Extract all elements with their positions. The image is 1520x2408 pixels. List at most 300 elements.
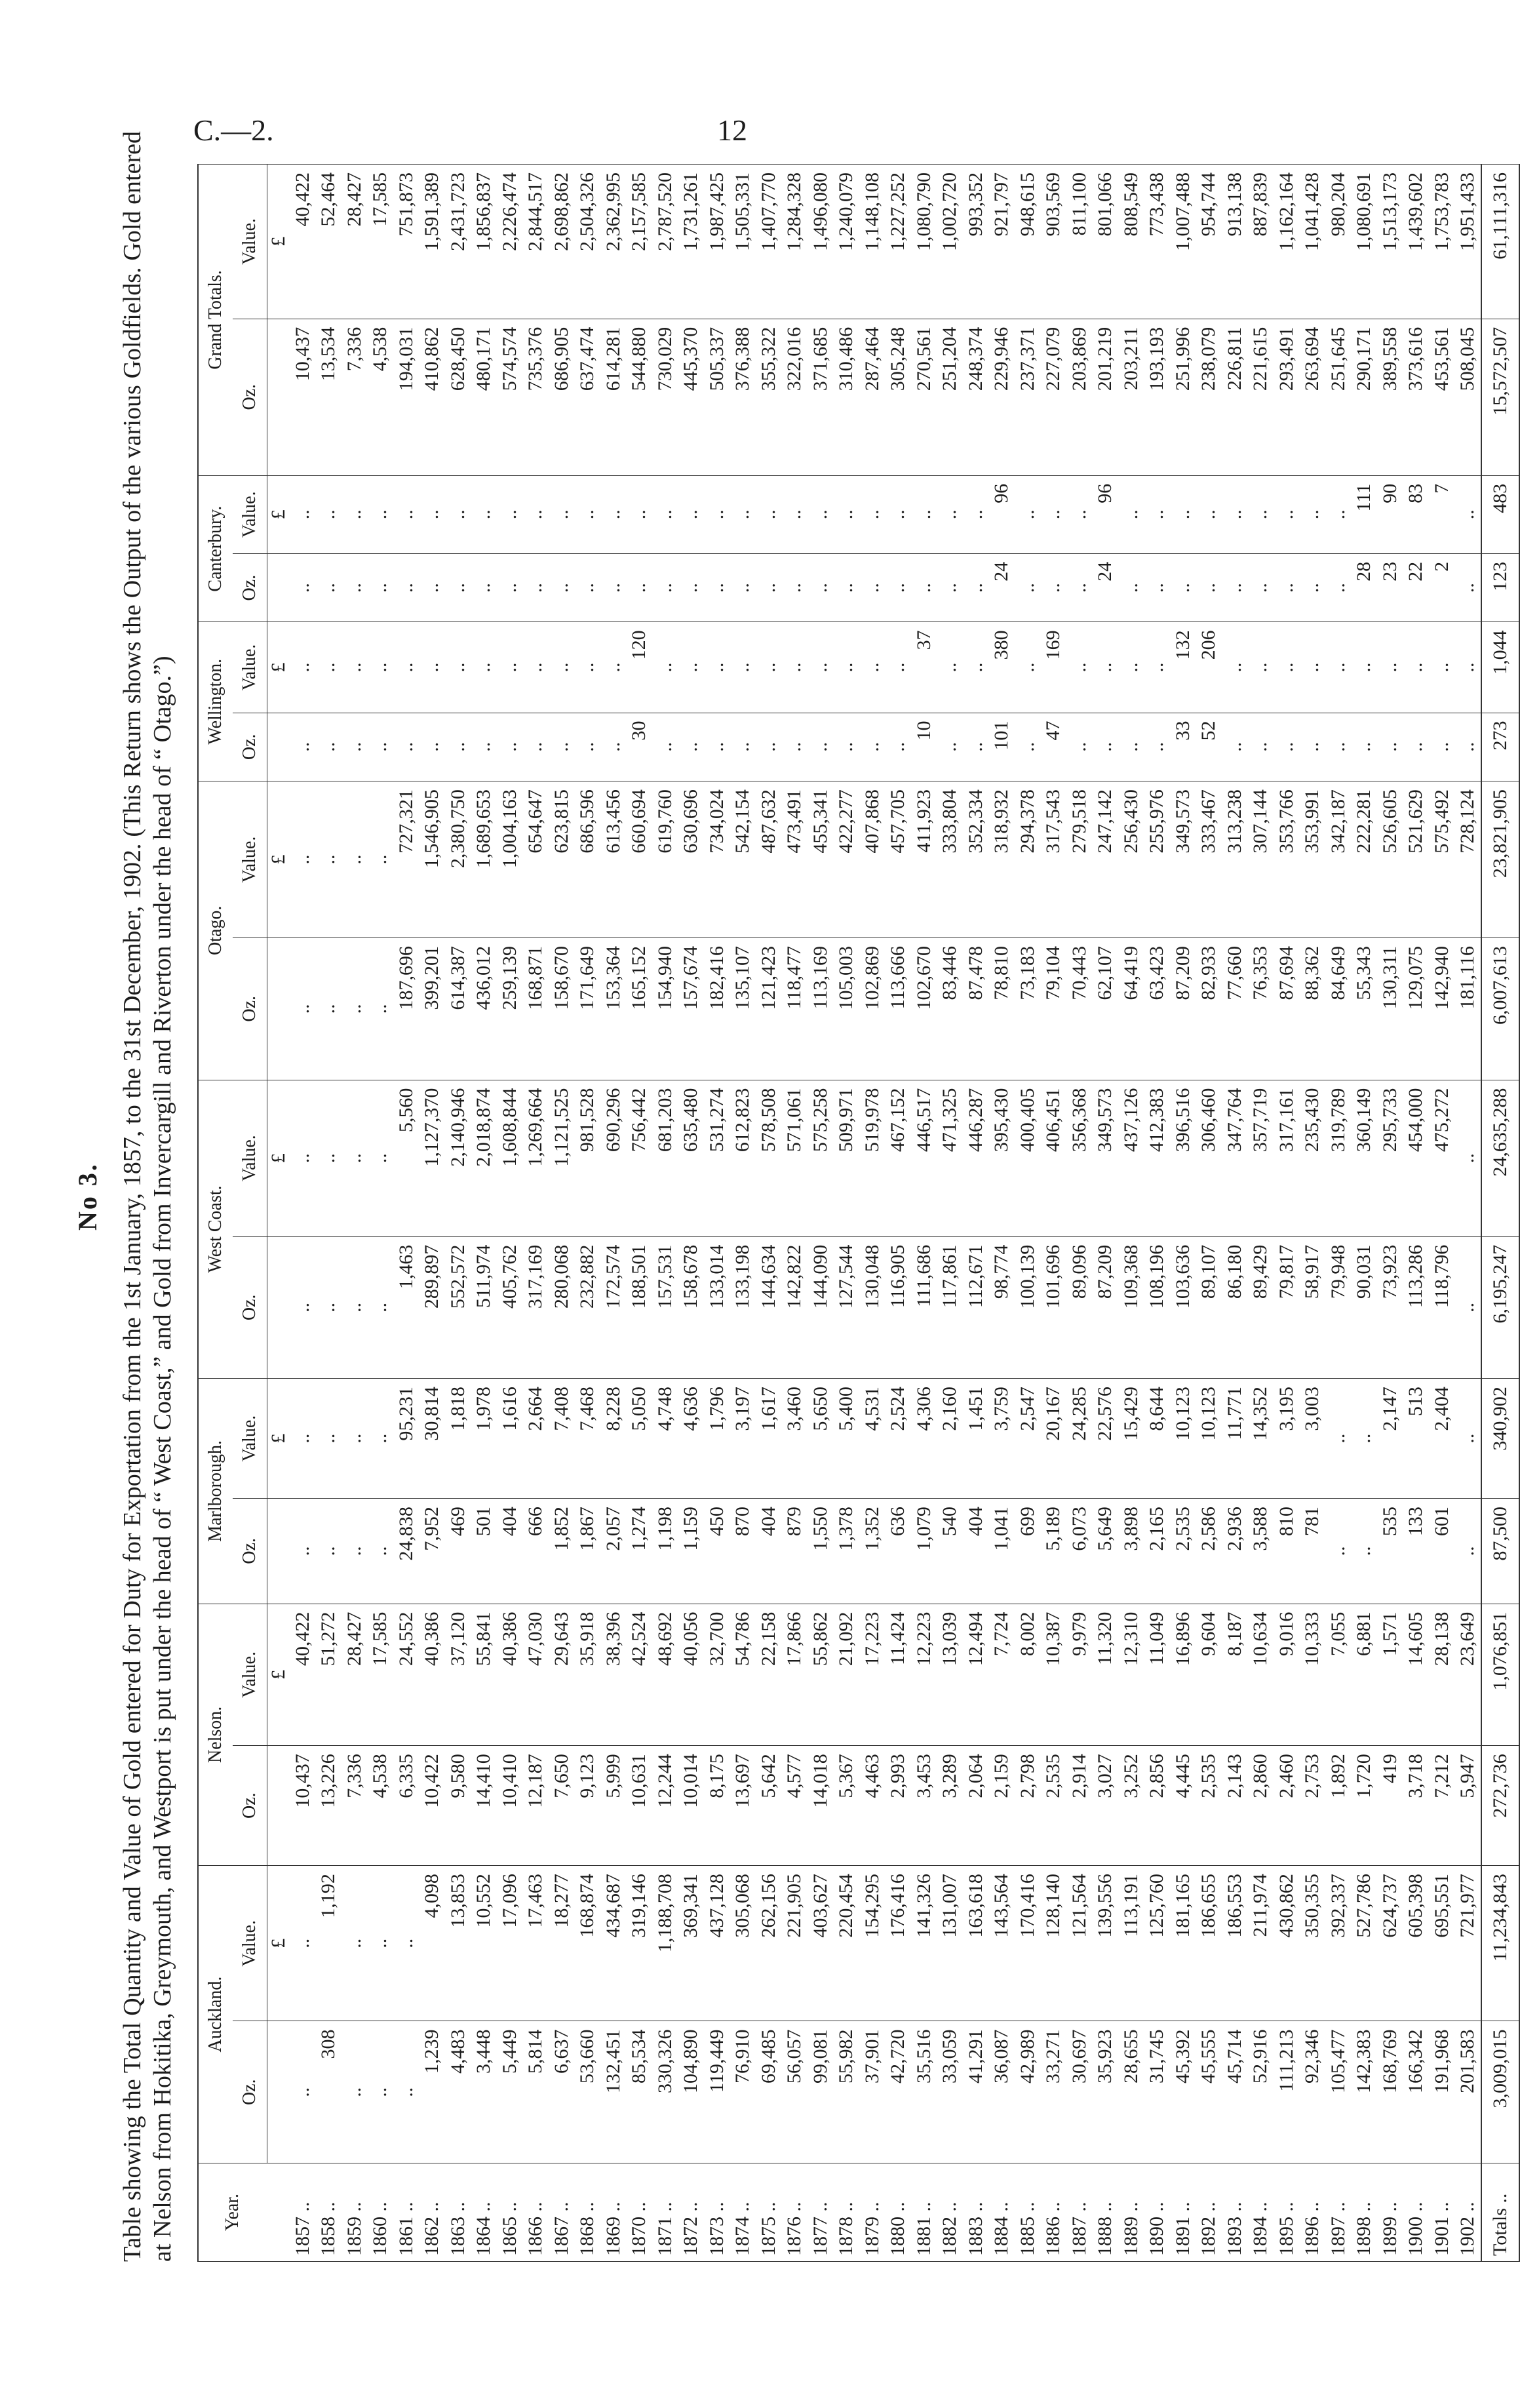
oz-cell: 4,538 <box>368 319 394 475</box>
oz-cell: 1,274 <box>627 1499 653 1604</box>
oz-cell: 168,769 <box>1377 2021 1403 2163</box>
table-row <box>989 165 1015 2262</box>
value-cell: .. <box>886 475 912 553</box>
value-cell: 14,605 <box>1403 1604 1430 1746</box>
year-cell: 1901 .. <box>1429 2163 1455 2262</box>
oz-cell: 237,371 <box>1015 319 1041 475</box>
oz-cell: 419 <box>1377 1746 1403 1866</box>
oz-cell: 248,374 <box>963 319 989 475</box>
value-cell: .. <box>368 1080 394 1236</box>
value-cell: 1,513,173 <box>1377 165 1403 319</box>
total-cell: 483 <box>1481 475 1519 553</box>
oz-cell: .. <box>316 1236 342 1379</box>
value-cell: 473,491 <box>782 781 808 938</box>
value-cell: .. <box>575 622 601 713</box>
value-cell: 319,146 <box>627 1866 653 2021</box>
oz-cell: .. <box>290 938 316 1080</box>
oz-cell: 37,901 <box>859 2021 886 2163</box>
oz-cell: .. <box>1196 553 1222 622</box>
value-cell: 369,341 <box>678 1866 705 2021</box>
oz-cell: 118,796 <box>1429 1236 1455 1379</box>
oz-cell: 105,477 <box>1325 2021 1352 2163</box>
value-cell: 48,692 <box>652 1604 678 1746</box>
oz-cell: .. <box>1377 713 1403 781</box>
value-cell: 1,951,433 <box>1455 165 1482 319</box>
value-cell: .. <box>549 622 575 713</box>
value-cell: .. <box>756 475 782 553</box>
value-cell: 2,226,474 <box>497 165 523 319</box>
oz-cell: 64,419 <box>1118 938 1144 1080</box>
oz-cell: 6,073 <box>1066 1499 1093 1604</box>
oz-cell: .. <box>1222 553 1248 622</box>
year-cell: 1902 .. <box>1455 2163 1482 2262</box>
value-cell: 2,380,750 <box>445 781 471 938</box>
value-cell: 42,524 <box>627 1604 653 1746</box>
oz-cell: 450 <box>704 1499 730 1604</box>
year-cell: 1872 .. <box>678 2163 705 2262</box>
value-cell: 1,616 <box>497 1379 523 1499</box>
oz-cell: 1,463 <box>393 1236 419 1379</box>
oz-cell: .. <box>859 713 886 781</box>
value-cell: .. <box>834 475 860 553</box>
value-cell: 247,142 <box>1093 781 1119 938</box>
oz-cell: .. <box>886 713 912 781</box>
currency-symbol: £ <box>267 165 290 319</box>
table-row <box>316 165 342 2262</box>
year-cell: 1870 .. <box>627 2163 653 2262</box>
value-cell: 7,055 <box>1325 1604 1352 1746</box>
oz-cell: .. <box>1041 553 1067 622</box>
year-cell: 1874 .. <box>730 2163 756 2262</box>
oz-cell: .. <box>575 713 601 781</box>
group-header-row <box>198 165 233 2262</box>
value-cell: 54,786 <box>730 1604 756 1746</box>
value-cell: 623,815 <box>549 781 575 938</box>
oz-header: Oz. <box>233 1499 267 1604</box>
year-cell: 1863 .. <box>445 2163 471 2262</box>
oz-cell: 2,143 <box>1222 1746 1248 1866</box>
oz-cell: 135,107 <box>730 938 756 1080</box>
oz-cell: 171,649 <box>575 938 601 1080</box>
oz-cell: .. <box>652 713 678 781</box>
oz-cell: 781 <box>1300 1499 1326 1604</box>
value-cell: 2,018,874 <box>471 1080 497 1236</box>
value-cell: .. <box>834 622 860 713</box>
oz-cell: 238,079 <box>1196 319 1222 475</box>
oz-cell: 99,081 <box>808 2021 834 2163</box>
oz-cell: 552,572 <box>445 1236 471 1379</box>
oz-cell: 330,326 <box>652 2021 678 2163</box>
value-cell: 575,258 <box>808 1080 834 1236</box>
value-cell: 1,227,252 <box>886 165 912 319</box>
currency-symbol: £ <box>267 475 290 553</box>
table-row <box>575 165 601 2262</box>
oz-cell: 42,989 <box>1015 2021 1041 2163</box>
value-cell: .. <box>575 475 601 553</box>
value-cell: 37,120 <box>445 1604 471 1746</box>
value-cell: 1,162,164 <box>1274 165 1300 319</box>
oz-cell: .. <box>445 553 471 622</box>
currency-spacer <box>267 1746 290 1866</box>
value-cell: .. <box>937 475 964 553</box>
currency-symbol: £ <box>267 781 290 938</box>
value-cell: 96 <box>1093 475 1119 553</box>
oz-cell: .. <box>316 938 342 1080</box>
oz-cell: 1,159 <box>678 1499 705 1604</box>
value-cell: 1,796 <box>704 1379 730 1499</box>
value-cell: .. <box>1041 475 1067 553</box>
oz-cell: .. <box>937 553 964 622</box>
oz-cell: 280,068 <box>549 1236 575 1379</box>
oz-cell: 505,337 <box>704 319 730 475</box>
table-number: No 3. <box>73 1162 102 1231</box>
oz-cell: 7,212 <box>1429 1746 1455 1866</box>
oz-cell: 119,449 <box>704 2021 730 2163</box>
value-cell: 10,634 <box>1248 1604 1274 1746</box>
value-cell: 170,416 <box>1015 1866 1041 2021</box>
oz-cell: 12,187 <box>523 1746 549 1866</box>
value-cell: .. <box>963 475 989 553</box>
year-cell: 1885 .. <box>1015 2163 1041 2262</box>
value-cell: 727,321 <box>393 781 419 938</box>
group-header-west-coast: West Coast. <box>198 1080 233 1379</box>
value-cell: 521,629 <box>1403 781 1430 938</box>
value-cell: 15,429 <box>1118 1379 1144 1499</box>
value-cell: 333,467 <box>1196 781 1222 938</box>
oz-cell: 182,416 <box>704 938 730 1080</box>
value-cell: .. <box>1455 1379 1482 1499</box>
value-cell: .. <box>341 781 368 938</box>
oz-cell: 511,974 <box>471 1236 497 1379</box>
value-cell: 471,325 <box>937 1080 964 1236</box>
oz-cell: .. <box>808 553 834 622</box>
value-cell: 143,564 <box>989 1866 1015 2021</box>
value-cell: 654,647 <box>523 781 549 938</box>
oz-cell: 10,410 <box>497 1746 523 1866</box>
oz-cell: .. <box>1455 1499 1482 1604</box>
year-cell: 1895 .. <box>1274 2163 1300 2262</box>
oz-cell: .. <box>1325 1499 1352 1604</box>
oz-cell: 36,087 <box>989 2021 1015 2163</box>
value-cell: 624,737 <box>1377 1866 1403 2021</box>
value-cell: 519,978 <box>859 1080 886 1236</box>
oz-cell: 77,660 <box>1222 938 1248 1080</box>
value-cell: 403,627 <box>808 1866 834 2021</box>
value-cell: 307,144 <box>1248 781 1274 938</box>
value-cell: 12,494 <box>963 1604 989 1746</box>
value-cell: 51,272 <box>316 1604 342 1746</box>
value-cell: .. <box>1015 475 1041 553</box>
oz-cell: .. <box>368 2021 394 2163</box>
oz-cell: 308 <box>316 2021 342 2163</box>
value-cell: .. <box>1455 1080 1482 1236</box>
oz-cell: 45,714 <box>1222 2021 1248 2163</box>
value-cell: 342,187 <box>1325 781 1352 938</box>
oz-cell: 2,057 <box>600 1499 627 1604</box>
year-cell: 1883 .. <box>963 2163 989 2262</box>
value-cell: .. <box>316 622 342 713</box>
total-cell: 340,902 <box>1481 1379 1519 1499</box>
oz-cell: 33,059 <box>937 2021 964 2163</box>
value-cell: .. <box>808 622 834 713</box>
table-row <box>678 165 705 2262</box>
value-cell: .. <box>341 475 368 553</box>
table-row <box>704 165 730 2262</box>
value-cell: .. <box>859 622 886 713</box>
value-cell: .. <box>1325 622 1352 713</box>
year-cell: 1865 .. <box>497 2163 523 2262</box>
value-cell: 635,480 <box>678 1080 705 1236</box>
value-cell: 125,760 <box>1144 1866 1171 2021</box>
oz-cell: .. <box>937 713 964 781</box>
oz-cell: 5,814 <box>523 2021 549 2163</box>
value-cell: 11,424 <box>886 1604 912 1746</box>
table-row <box>730 165 756 2262</box>
value-cell: 28,427 <box>341 165 368 319</box>
value-cell: 2,524 <box>886 1379 912 1499</box>
oz-cell: .. <box>1455 553 1482 622</box>
value-cell: 40,056 <box>678 1604 705 1746</box>
value-cell: .. <box>368 781 394 938</box>
oz-cell: 310,486 <box>834 319 860 475</box>
oz-cell: 121,423 <box>756 938 782 1080</box>
oz-cell: 735,376 <box>523 319 549 475</box>
value-cell: 16,896 <box>1170 1604 1196 1746</box>
value-cell: .. <box>1274 622 1300 713</box>
oz-cell: 89,096 <box>1066 1236 1093 1379</box>
table-row <box>1325 165 1352 2262</box>
value-cell: 2,504,326 <box>575 165 601 319</box>
oz-cell: .. <box>859 553 886 622</box>
oz-cell: 251,996 <box>1170 319 1196 475</box>
oz-cell: 30 <box>627 713 653 781</box>
oz-cell: .. <box>368 1236 394 1379</box>
value-cell: 5,650 <box>808 1379 834 1499</box>
oz-cell: 870 <box>730 1499 756 1604</box>
oz-cell: 5,367 <box>834 1746 860 1866</box>
value-cell: 380 <box>989 622 1015 713</box>
value-cell: 10,552 <box>471 1866 497 2021</box>
value-cell: 1,284,328 <box>782 165 808 319</box>
oz-cell: 69,485 <box>756 2021 782 2163</box>
table-row <box>497 165 523 2262</box>
currency-spacer <box>267 319 290 475</box>
value-cell: 168,874 <box>575 1866 601 2021</box>
value-cell: 980,204 <box>1325 165 1352 319</box>
oz-cell: 2,856 <box>1144 1746 1171 1866</box>
value-cell: 4,531 <box>859 1379 886 1499</box>
table-row <box>341 165 368 2262</box>
year-cell: 1867 .. <box>549 2163 575 2262</box>
table-row <box>1429 165 1455 2262</box>
currency-symbol: £ <box>267 622 290 713</box>
value-cell: 8,644 <box>1144 1379 1171 1499</box>
currency-spacer <box>267 2163 290 2262</box>
oz-cell: 56,057 <box>782 2021 808 2163</box>
year-header: Year. <box>198 2163 267 2262</box>
value-cell: 513 <box>1403 1379 1430 1499</box>
oz-cell: 28,655 <box>1118 2021 1144 2163</box>
value-cell: 434,687 <box>600 1866 627 2021</box>
oz-cell: .. <box>1300 553 1326 622</box>
oz-header: Oz. <box>233 553 267 622</box>
value-cell: 475,272 <box>1429 1080 1455 1236</box>
oz-cell: .. <box>497 553 523 622</box>
oz-cell: .. <box>1118 553 1144 622</box>
oz-cell: 7,952 <box>419 1499 446 1604</box>
value-cell: 17,463 <box>523 1866 549 2021</box>
oz-cell: 7,336 <box>341 1746 368 1866</box>
oz-cell: .. <box>1248 553 1274 622</box>
table-row <box>368 165 394 2262</box>
value-cell: 903,569 <box>1041 165 1067 319</box>
value-cell: 121,564 <box>1066 1866 1093 2021</box>
oz-cell: .. <box>756 713 782 781</box>
oz-cell: 270,561 <box>911 319 937 475</box>
oz-cell: .. <box>1352 713 1378 781</box>
value-cell: 948,615 <box>1015 165 1041 319</box>
year-cell: 1889 .. <box>1118 2163 1144 2262</box>
value-cell: 9,979 <box>1066 1604 1093 1746</box>
oz-cell: .. <box>808 713 834 781</box>
value-cell: 318,932 <box>989 781 1015 938</box>
table-row <box>911 165 937 2262</box>
oz-cell: .. <box>445 713 471 781</box>
table-row <box>859 165 886 2262</box>
value-cell: 55,862 <box>808 1604 834 1746</box>
oz-cell: .. <box>834 553 860 622</box>
oz-cell: .. <box>1222 713 1248 781</box>
value-cell: 52,464 <box>316 165 342 319</box>
oz-cell: 3,027 <box>1093 1746 1119 1866</box>
value-cell: .. <box>1455 622 1482 713</box>
oz-cell: 2,586 <box>1196 1499 1222 1604</box>
value-cell: 612,823 <box>730 1080 756 1236</box>
oz-cell: .. <box>782 553 808 622</box>
oz-cell: 73,183 <box>1015 938 1041 1080</box>
value-cell: 2,787,520 <box>652 165 678 319</box>
gold-export-table <box>197 164 1520 2262</box>
value-cell: 333,804 <box>937 781 964 938</box>
value-cell: 422,277 <box>834 781 860 938</box>
currency-symbol: £ <box>267 1379 290 1499</box>
year-cell: 1888 .. <box>1093 2163 1119 2262</box>
value-cell: 40,422 <box>290 1604 316 1746</box>
oz-cell: 232,882 <box>575 1236 601 1379</box>
oz-cell: 5,189 <box>1041 1499 1067 1604</box>
oz-cell: 22 <box>1403 553 1430 622</box>
value-cell: .. <box>1274 475 1300 553</box>
year-cell: 1882 .. <box>937 2163 964 2262</box>
oz-cell: 4,577 <box>782 1746 808 1866</box>
value-cell: 773,438 <box>1144 165 1171 319</box>
value-cell: 11,771 <box>1222 1379 1248 1499</box>
group-header-auckland: Auckland. <box>198 1866 233 2163</box>
value-cell: .. <box>678 622 705 713</box>
value-cell: 954,744 <box>1196 165 1222 319</box>
value-cell: 1,571 <box>1377 1604 1403 1746</box>
oz-cell: 4,445 <box>1170 1746 1196 1866</box>
currency-spacer <box>267 938 290 1080</box>
oz-cell: 9,580 <box>445 1746 471 1866</box>
value-cell: 526,605 <box>1377 781 1403 938</box>
value-cell: 2,404 <box>1429 1379 1455 1499</box>
oz-cell: 229,946 <box>989 319 1015 475</box>
value-cell: 630,696 <box>678 781 705 938</box>
oz-cell: 42,720 <box>886 2021 912 2163</box>
value-cell: .. <box>316 781 342 938</box>
year-cell: 1873 .. <box>704 2163 730 2262</box>
value-cell: .. <box>782 622 808 713</box>
oz-cell: 76,910 <box>730 2021 756 2163</box>
oz-cell: 87,209 <box>1093 1236 1119 1379</box>
value-cell: 9,016 <box>1274 1604 1300 1746</box>
table-row <box>963 165 989 2262</box>
year-cell: 1864 .. <box>471 2163 497 2262</box>
oz-cell: 187,696 <box>393 938 419 1080</box>
value-cell: 221,905 <box>782 1866 808 2021</box>
oz-cell: 109,368 <box>1118 1236 1144 1379</box>
value-cell: 360,149 <box>1352 1080 1378 1236</box>
value-cell: 686,596 <box>575 781 601 938</box>
value-cell: 13,039 <box>937 1604 964 1746</box>
value-cell: 169 <box>1041 622 1067 713</box>
value-cell: 2,698,862 <box>549 165 575 319</box>
value-cell: 1,080,691 <box>1352 165 1378 319</box>
year-cell: 1891 .. <box>1170 2163 1196 2262</box>
oz-cell: 5,947 <box>1455 1746 1482 1866</box>
oz-cell: 436,012 <box>471 938 497 1080</box>
oz-cell: 24 <box>989 553 1015 622</box>
oz-cell: 10 <box>911 713 937 781</box>
value-cell: 32,700 <box>704 1604 730 1746</box>
value-cell: 4,306 <box>911 1379 937 1499</box>
value-cell: 1,608,844 <box>497 1080 523 1236</box>
oz-cell: .. <box>549 553 575 622</box>
value-cell: 306,460 <box>1196 1080 1222 1236</box>
oz-cell: 101 <box>989 713 1015 781</box>
year-cell: 1887 .. <box>1066 2163 1093 2262</box>
table-row <box>1144 165 1171 2262</box>
value-cell: .. <box>1429 622 1455 713</box>
value-cell: 313,238 <box>1222 781 1248 938</box>
value-cell: 113,191 <box>1118 1866 1144 2021</box>
total-cell: 123 <box>1481 553 1519 622</box>
currency-symbol: £ <box>267 1866 290 2021</box>
oz-cell: .. <box>963 713 989 781</box>
value-cell: .. <box>1196 475 1222 553</box>
oz-cell: 1,352 <box>859 1499 886 1604</box>
oz-cell: 1,867 <box>575 1499 601 1604</box>
value-cell: 18,277 <box>549 1866 575 2021</box>
oz-cell: 10,437 <box>290 319 316 475</box>
value-cell: 295,733 <box>1377 1080 1403 1236</box>
value-cell: 186,553 <box>1222 1866 1248 2021</box>
value-cell: 406,451 <box>1041 1080 1067 1236</box>
year-cell: 1878 .. <box>834 2163 860 2262</box>
value-cell: .. <box>1248 622 1274 713</box>
oz-cell: 14,018 <box>808 1746 834 1866</box>
value-cell: 12,223 <box>911 1604 937 1746</box>
oz-cell: .. <box>419 553 446 622</box>
year-cell: 1876 .. <box>782 2163 808 2262</box>
rotated-table-block <box>72 131 1511 2262</box>
table-row <box>1377 165 1403 2262</box>
value-cell: .. <box>1352 1379 1378 1499</box>
value-cell: 5,560 <box>393 1080 419 1236</box>
oz-cell: 45,555 <box>1196 2021 1222 2163</box>
oz-cell: .. <box>600 713 627 781</box>
